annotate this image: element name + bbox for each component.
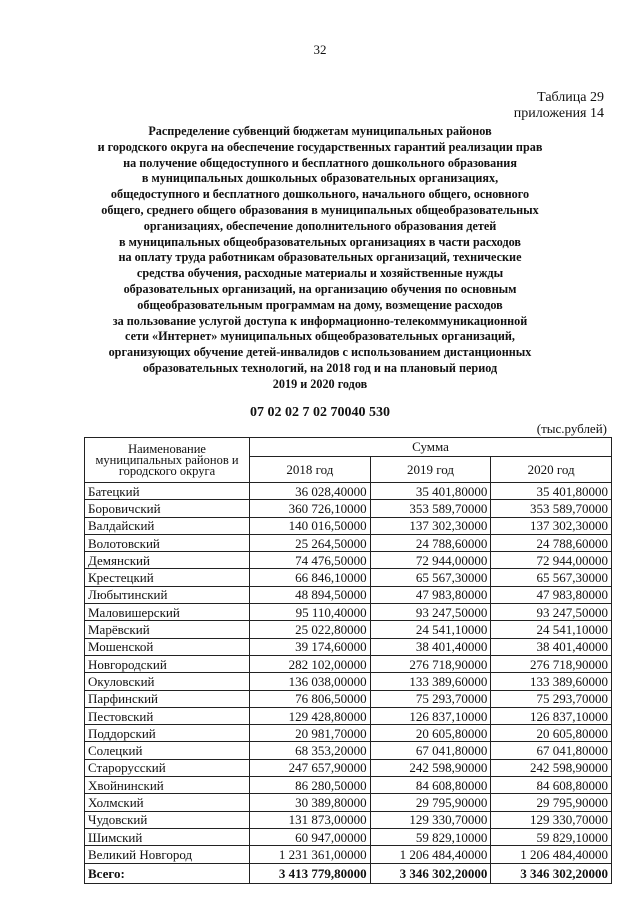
amount-cell: 74 476,50000 <box>250 552 371 569</box>
district-name-cell: Великий Новгород <box>85 846 250 863</box>
column-header-2018: 2018 год <box>250 457 371 483</box>
amount-cell: 93 247,50000 <box>370 604 491 621</box>
title-line: в муниципальных дошкольных образовательных организациях, <box>141 171 499 186</box>
subvention-table <box>84 437 612 884</box>
district-name-cell: Холмский <box>85 794 250 811</box>
title-line: образовательных технологий, на 2018 год и на плановый период <box>142 360 498 375</box>
amount-cell: 35 401,80000 <box>370 483 491 500</box>
amount-cell: 282 102,00000 <box>250 655 371 672</box>
table-row <box>85 846 612 863</box>
amount-cell: 129 330,70000 <box>370 811 491 828</box>
title-line: в муниципальных общеобразовательных организациях в части расходов <box>119 234 521 249</box>
amount-cell: 65 567,30000 <box>370 569 491 586</box>
amount-cell: 47 983,80000 <box>370 586 491 603</box>
appendix-number: приложения 14 <box>513 106 604 121</box>
amount-cell: 84 608,80000 <box>491 777 612 794</box>
district-name-cell: Поддорский <box>85 725 250 742</box>
table-row <box>85 655 612 672</box>
document-title <box>60 124 580 393</box>
page-number: 32 <box>313 42 327 57</box>
column-header-sum: Сумма <box>250 438 612 457</box>
amount-cell: 84 608,80000 <box>370 777 491 794</box>
table-row <box>85 673 612 690</box>
total-amount-cell: 3 346 302,20000 <box>491 863 612 883</box>
district-name-cell: Шимский <box>85 828 250 845</box>
total-amount-cell: 3 413 779,80000 <box>250 863 371 883</box>
title-line: общедоступного и бесплатного дошкольного, начального общего, основного <box>110 187 530 202</box>
amount-cell: 1 231 361,00000 <box>250 846 371 863</box>
amount-cell: 66 846,10000 <box>250 569 371 586</box>
amount-cell: 38 401,40000 <box>491 638 612 655</box>
district-name-cell: Маловишерский <box>85 604 250 621</box>
district-name-cell: Мошенской <box>85 638 250 655</box>
amount-cell: 1 206 484,40000 <box>370 846 491 863</box>
amount-cell: 29 795,90000 <box>491 794 612 811</box>
units-label: (тыс.рублей) <box>536 421 607 436</box>
amount-cell: 60 947,00000 <box>250 828 371 845</box>
amount-cell: 276 718,90000 <box>491 655 612 672</box>
amount-cell: 67 041,80000 <box>491 742 612 759</box>
amount-cell: 242 598,90000 <box>370 759 491 776</box>
amount-cell: 136 038,00000 <box>250 673 371 690</box>
amount-cell: 30 389,80000 <box>250 794 371 811</box>
amount-cell: 133 389,60000 <box>491 673 612 690</box>
amount-cell: 25 022,80000 <box>250 621 371 638</box>
amount-cell: 59 829,10000 <box>491 828 612 845</box>
district-name-cell: Крестецкий <box>85 569 250 586</box>
table-row <box>85 811 612 828</box>
title-line: и городского округа на обеспечение государственных гарантий реализации прав <box>97 139 543 154</box>
table-reference <box>514 90 604 122</box>
district-name-cell: Валдайский <box>85 517 250 534</box>
budget-code: 07 02 02 7 02 70040 530 <box>250 405 390 420</box>
district-name-cell: Окуловский <box>85 673 250 690</box>
amount-cell: 276 718,90000 <box>370 655 491 672</box>
amount-cell: 25 264,50000 <box>250 534 371 551</box>
title-line: 2019 и 2020 годов <box>272 376 368 391</box>
title-line: сети «Интернет» муниципальных общеобразовательных организаций, <box>125 329 515 344</box>
table-row <box>85 586 612 603</box>
amount-cell: 65 567,30000 <box>491 569 612 586</box>
amount-cell: 39 174,60000 <box>250 638 371 655</box>
amount-cell: 360 726,10000 <box>250 500 371 517</box>
district-name-cell: Солецкий <box>85 742 250 759</box>
amount-cell: 24 788,60000 <box>491 534 612 551</box>
table-row <box>85 794 612 811</box>
district-name-cell: Парфинский <box>85 690 250 707</box>
amount-cell: 36 028,40000 <box>250 483 371 500</box>
amount-cell: 133 389,60000 <box>370 673 491 690</box>
amount-cell: 1 206 484,40000 <box>491 846 612 863</box>
amount-cell: 126 837,10000 <box>370 707 491 724</box>
title-line: средства обучения, расходные материалы и хозяйственные нужды <box>136 266 504 281</box>
district-name-cell: Хвойнинский <box>85 777 250 794</box>
table-row <box>85 552 612 569</box>
district-name-cell: Чудовский <box>85 811 250 828</box>
title-line: общеобразовательным программам на дому, возмещение расходов <box>137 297 503 312</box>
amount-cell: 93 247,50000 <box>491 604 612 621</box>
district-name-cell: Старорусский <box>85 759 250 776</box>
district-name-cell: Демянский <box>85 552 250 569</box>
title-line: Распределение субвенций бюджетам муниципальных районов <box>148 124 492 138</box>
amount-cell: 76 806,50000 <box>250 690 371 707</box>
title-line: организациях, обеспечение дополнительного образования детей <box>143 218 497 233</box>
amount-cell: 47 983,80000 <box>491 586 612 603</box>
amount-cell: 86 280,50000 <box>250 777 371 794</box>
table-row <box>85 742 612 759</box>
column-header-2019: 2019 год <box>370 457 491 483</box>
total-label: Всего: <box>85 863 250 883</box>
table-row <box>85 569 612 586</box>
amount-cell: 242 598,90000 <box>491 759 612 776</box>
district-name-cell: Волотовский <box>85 534 250 551</box>
amount-cell: 20 981,70000 <box>250 725 371 742</box>
table-number: Таблица 29 <box>537 90 604 105</box>
district-name-cell: Марёвский <box>85 621 250 638</box>
table-row <box>85 707 612 724</box>
table-row <box>85 534 612 551</box>
table-row <box>85 690 612 707</box>
amount-cell: 48 894,50000 <box>250 586 371 603</box>
title-line: организующих обучение детей-инвалидов с использованием дистанционных <box>108 345 532 360</box>
table-row <box>85 638 612 655</box>
table-row <box>85 759 612 776</box>
title-line: за пользование услугой доступа к информационно-телекоммуникационной <box>112 313 528 328</box>
amount-cell: 353 589,70000 <box>491 500 612 517</box>
amount-cell: 353 589,70000 <box>370 500 491 517</box>
title-line: на получение общедоступного и бесплатного дошкольного образования <box>123 155 517 170</box>
district-name-cell: Боровичский <box>85 500 250 517</box>
amount-cell: 95 110,40000 <box>250 604 371 621</box>
amount-cell: 75 293,70000 <box>370 690 491 707</box>
amount-cell: 126 837,10000 <box>491 707 612 724</box>
amount-cell: 38 401,40000 <box>370 638 491 655</box>
district-name-cell: Батецкий <box>85 483 250 500</box>
column-header-2020: 2020 год <box>491 457 612 483</box>
amount-cell: 24 541,10000 <box>491 621 612 638</box>
amount-cell: 129 428,80000 <box>250 707 371 724</box>
amount-cell: 35 401,80000 <box>491 483 612 500</box>
amount-cell: 140 016,50000 <box>250 517 371 534</box>
table-row <box>85 604 612 621</box>
table-row <box>85 725 612 742</box>
district-name-cell: Любытинский <box>85 586 250 603</box>
table-row <box>85 517 612 534</box>
title-line: образовательных организаций, на организацию обучения по основным <box>123 281 517 296</box>
amount-cell: 20 605,80000 <box>370 725 491 742</box>
district-name-cell: Новгородский <box>85 655 250 672</box>
amount-cell: 75 293,70000 <box>491 690 612 707</box>
amount-cell: 24 541,10000 <box>370 621 491 638</box>
table-row <box>85 828 612 845</box>
column-header-name: Наименование муниципальных районов и городского округа <box>85 438 250 483</box>
amount-cell: 24 788,60000 <box>370 534 491 551</box>
total-row <box>85 863 612 883</box>
amount-cell: 59 829,10000 <box>370 828 491 845</box>
table-row <box>85 500 612 517</box>
title-line: на оплату труда работникам образовательных организаций, технические <box>118 250 522 265</box>
amount-cell: 72 944,00000 <box>370 552 491 569</box>
title-line: общего, среднего общего образования в муниципальных общеобразовательных <box>101 202 539 217</box>
amount-cell: 20 605,80000 <box>491 725 612 742</box>
amount-cell: 247 657,90000 <box>250 759 371 776</box>
amount-cell: 67 041,80000 <box>370 742 491 759</box>
amount-cell: 137 302,30000 <box>491 517 612 534</box>
table-row <box>85 483 612 500</box>
total-amount-cell: 3 346 302,20000 <box>370 863 491 883</box>
amount-cell: 137 302,30000 <box>370 517 491 534</box>
amount-cell: 129 330,70000 <box>491 811 612 828</box>
district-name-cell: Пестовский <box>85 707 250 724</box>
amount-cell: 131 873,00000 <box>250 811 371 828</box>
table-row <box>85 777 612 794</box>
amount-cell: 72 944,00000 <box>491 552 612 569</box>
table-row <box>85 621 612 638</box>
amount-cell: 29 795,90000 <box>370 794 491 811</box>
amount-cell: 68 353,20000 <box>250 742 371 759</box>
